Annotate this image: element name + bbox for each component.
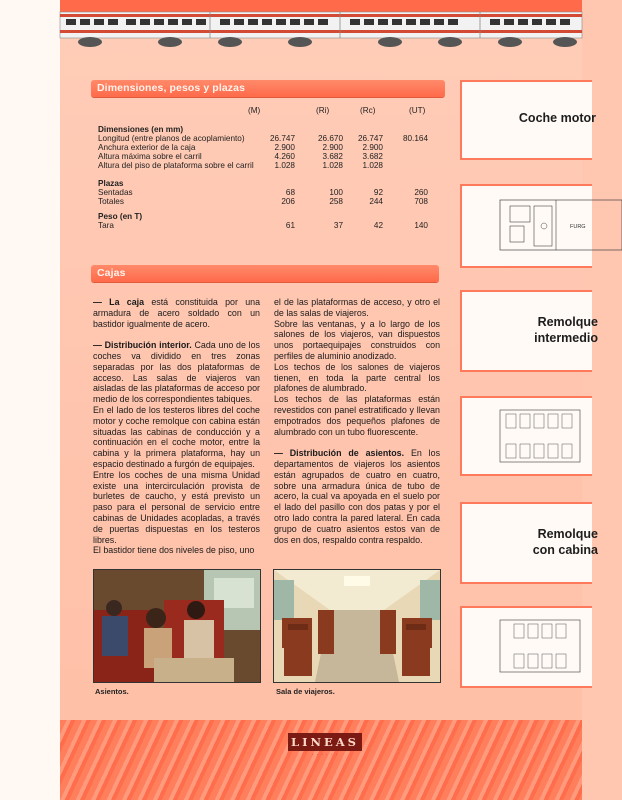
col-header: (Ri)	[316, 106, 330, 115]
body-text: está constituida por una armadura de acero soldado con un bastidor igualmente de acero.	[93, 297, 261, 329]
section-title: Dimensiones, pesos y plazas	[97, 82, 246, 94]
cell: 100	[329, 188, 343, 197]
cell: 258	[329, 197, 343, 206]
paragraph	[93, 340, 260, 405]
card-motor-plan	[460, 184, 592, 268]
photo-seats	[93, 569, 261, 683]
paragraph: Los techos de las plataformas están revestidos con panel estratificado y llevan empotrados dos pequeños plafones de alumbrado con un tubo fluorescente.	[274, 394, 440, 437]
photo-caption: Sala de viajeros.	[276, 687, 335, 696]
cell: 708	[414, 197, 428, 206]
cell: 2.900	[274, 143, 295, 152]
card-title: intermedio	[534, 331, 598, 345]
row-label: Altura máxima sobre el carril	[98, 152, 202, 161]
lead-text: — La caja	[93, 297, 145, 307]
card-title: Coche motor	[518, 111, 596, 125]
cell: 140	[414, 221, 428, 230]
floor-plan-diagram	[500, 406, 580, 466]
paragraph: Entre los coches de una misma Unidad existe una intercirculación provista de burletes de caucho, y está previsto un paso para el personal de servicio entre cabinas de Unidades acopladas, a través de puertas dispuestas en los testeros libres.	[93, 469, 260, 545]
cell: 80.164	[402, 134, 428, 143]
row-label: Longitud (entre planos de acoplamiento)	[98, 134, 245, 143]
paragraph: El bastidor tiene dos niveles de piso, uno	[93, 545, 255, 556]
cell: 3.682	[322, 152, 343, 161]
cell: 4.260	[274, 152, 295, 161]
lineas-logo: LINEAS	[288, 733, 362, 751]
footer-pattern	[60, 720, 582, 800]
col-header: (Rc)	[360, 106, 376, 115]
table-row	[98, 221, 438, 230]
table-row	[98, 197, 438, 206]
row-label: Sentadas	[98, 188, 133, 197]
section-header-cajas	[91, 265, 439, 282]
table-row	[98, 143, 438, 152]
row-label: Tara	[98, 221, 114, 230]
paragraph: el de las plataformas de acceso, y otro el de las salas de viajeros.	[274, 297, 440, 318]
cell: 3.682	[362, 152, 383, 161]
table-group-peso	[98, 212, 438, 230]
cell: 1.028	[322, 161, 343, 170]
cell: 92	[373, 188, 383, 197]
group-title: Plazas	[98, 179, 124, 188]
cell: 42	[373, 221, 383, 230]
floor-plan-diagram	[500, 196, 622, 256]
photo-hall-image	[274, 570, 440, 682]
card-title: con cabina	[532, 543, 598, 557]
table-group-dimensions	[98, 125, 438, 170]
card-label: FURG	[570, 224, 586, 230]
row-label: Totales	[98, 197, 124, 206]
text-column-2	[274, 297, 440, 545]
col-header: (M)	[248, 106, 261, 115]
card-remolque-intermedio	[460, 290, 598, 372]
lead-text: — Distribución de asientos.	[274, 448, 405, 459]
card-intermedio-plan	[460, 396, 592, 476]
table-group-plazas	[98, 179, 438, 206]
cell: 206	[281, 197, 295, 206]
table-row	[98, 134, 438, 143]
cell: 26.670	[317, 134, 343, 143]
table-row	[98, 188, 438, 197]
cell: 26.747	[269, 134, 295, 143]
body-text: En los departamentos de viajeros los asientos están agrupados de cuatro en cuatro, sobre una armadura única de tubo de acero, la cual va apoyada en el suelo por el lado del pasillo con dos patas y por el otro lado contra la pared lateral. En cada grupo de cuatro asientos estos van de dos en dos, respaldo contra respaldo.	[274, 448, 441, 545]
photo-passenger-hall	[273, 569, 441, 683]
paragraph: Sobre las ventanas, y a lo largo de los salones de los viajeros, van dispuestos unos portaequipajes construidos con perfiles de aluminio anodizado.	[274, 318, 440, 361]
section-header-dimensions	[91, 80, 445, 97]
logo-subtitle: · · · · · ·	[311, 752, 339, 757]
floor-plan-diagram	[500, 616, 580, 676]
group-title: Dimensiones (en mm)	[98, 125, 184, 134]
table-row	[98, 161, 438, 170]
card-remolque-cabina	[460, 502, 598, 584]
card-title: Remolque	[537, 527, 598, 541]
paragraph	[274, 448, 440, 545]
text-column-1	[93, 297, 260, 556]
cell: 1.028	[362, 161, 383, 170]
cell: 2.900	[322, 143, 343, 152]
cell: 2.900	[362, 143, 383, 152]
col-header: (UT)	[409, 106, 426, 115]
paragraph	[93, 297, 260, 329]
cell: 37	[333, 221, 343, 230]
photo-caption: Asientos.	[95, 687, 129, 696]
cell: 68	[285, 188, 295, 197]
cell: 260	[414, 188, 428, 197]
section-title: Cajas	[97, 267, 126, 279]
cell: 244	[369, 197, 383, 206]
lead-text: — Distribución interior.	[93, 340, 192, 351]
group-title: Peso (en T)	[98, 212, 143, 221]
card-coche-motor	[460, 80, 596, 160]
cell: 1.028	[274, 161, 295, 170]
row-label: Altura del piso de plataforma sobre el carril	[98, 161, 254, 170]
cell: 61	[285, 221, 295, 230]
card-title: Remolque	[537, 315, 598, 329]
train-illustration	[60, 0, 582, 52]
row-label: Anchura exterior de la caja	[98, 143, 196, 152]
cell: 26.747	[357, 134, 383, 143]
left-margin	[0, 0, 60, 800]
paragraph: Los techos de los salones de viajeros tienen, en toda la parte central los plafones de alumbrado.	[274, 361, 440, 394]
card-cabina-plan	[460, 606, 592, 688]
table-row	[98, 152, 438, 161]
body-text: Cada uno de los coches va dividido en tres zonas separadas por las dos plataformas de acceso. Las salas de viajeros van aisladas de las plataformas de acceso por medio de los correspondientes tabiques.	[93, 340, 260, 405]
paragraph: En el lado de los testeros libres del coche motor y coche remolque con cabina están situadas las cabinas de conducción y a continuación en el coche motor, entre la cabina y la primera plataforma, hay un espacio destinado a furgón de equipajes.	[93, 404, 260, 469]
photo-seats-image	[94, 570, 260, 682]
